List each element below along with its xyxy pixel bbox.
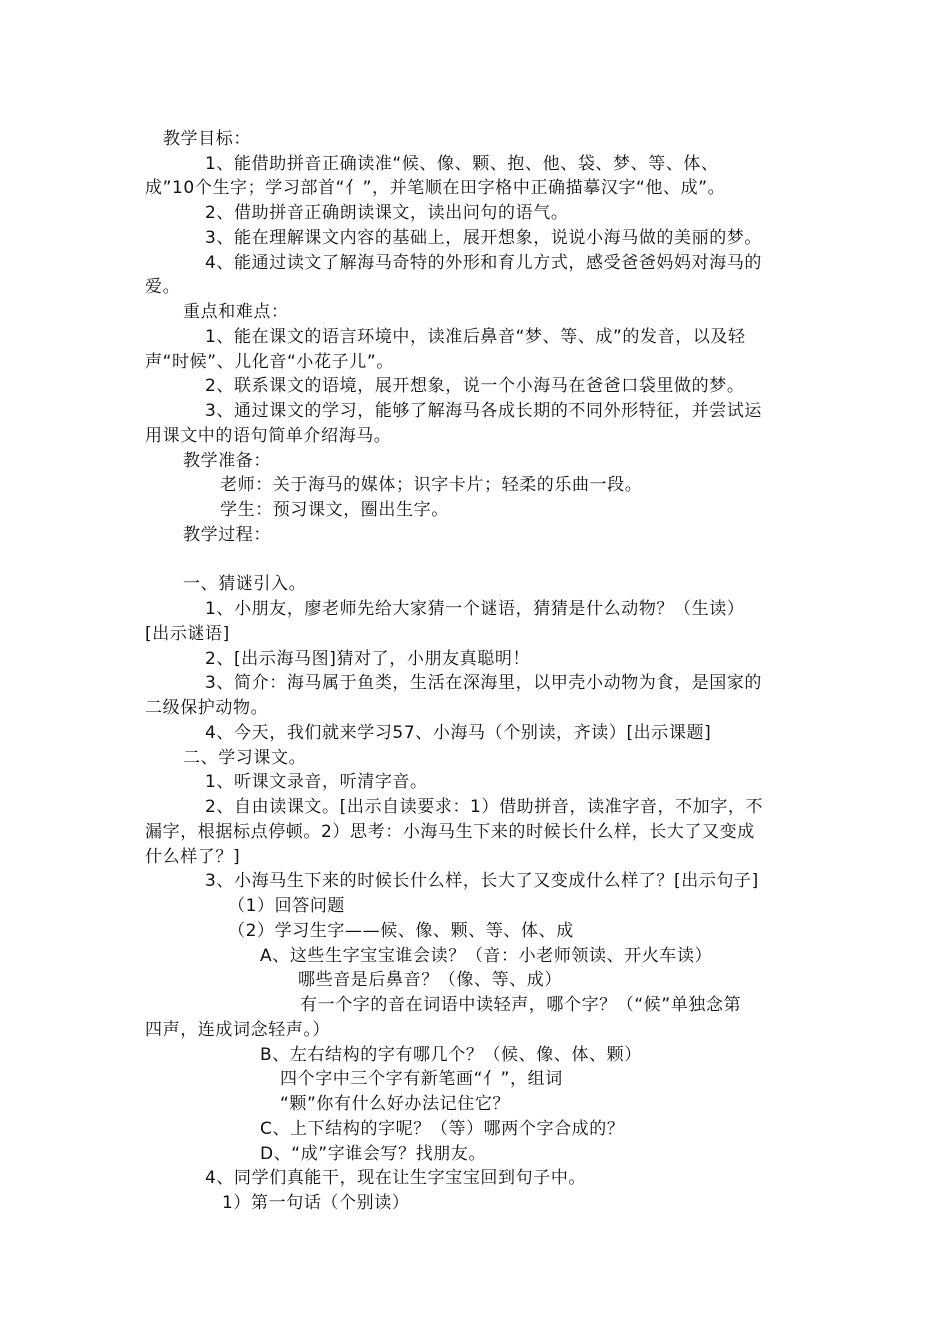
s2-item-3-sub-2: （2）学习生字——候、像、颗、等、体、成: [228, 921, 574, 941]
section-2-title: 二、学习课文。: [183, 748, 307, 768]
s1-item-3-line-1: 3、简介：海马属于鱼类，生活在深海里，以甲壳小动物为食，是国家的: [205, 673, 763, 693]
s1-item-1-line-2: [出示谜语]: [145, 624, 230, 644]
heading-preparation: 教学准备：: [183, 451, 271, 471]
heading-key-points: 重点和难点：: [183, 302, 289, 322]
s1-item-3-line-2: 二级保护动物。: [145, 698, 269, 718]
goal-2: 2、借助拼音正确朗读课文，读出问句的语气。: [205, 203, 569, 223]
goal-1-line-1: 1、能借助拼音正确读准“候、像、颗、抱、他、袋、梦、等、体、: [205, 154, 719, 174]
sub-b-remember: “颗”你有什么好办法记住它？: [280, 1094, 511, 1114]
section-1-title: 一、猜谜引入。: [183, 574, 307, 594]
heading-teaching-goals: 教学目标：: [163, 129, 251, 149]
sub-a-nasal: 哪些音是后鼻音？（像、等、成）: [298, 970, 562, 990]
s2-item-2-line-1: 2、自由读课文。[出示自读要求：1）借助拼音，读准字音，不加字，不: [205, 797, 764, 817]
s2-item-2-line-3: 什么样了？]: [145, 847, 241, 867]
s1-item-4: 4、今天，我们就来学习57、小海马（个别读，齐读）[出示课题]: [205, 723, 712, 743]
key-point-1-line-1: 1、能在课文的语言环境中，读准后鼻音“梦、等、成”的发音，以及轻: [205, 327, 746, 347]
goal-4-line-1: 4、能通过读文了解海马奇特的外形和育儿方式，感受爸爸妈妈对海马的: [205, 253, 763, 273]
goal-4-line-2: 爱。: [145, 277, 181, 297]
sub-c: C、上下结构的字呢？（等）哪两个字合成的？: [260, 1119, 625, 1139]
preparation-teacher: 老师：关于海马的媒体；识字卡片；轻柔的乐曲一段。: [220, 475, 643, 495]
s2-item-4-sub-1: 1）第一句话（个别读）: [222, 1193, 410, 1213]
sub-a: A、这些生字宝宝谁会读？（音：小老师领读、开火车读）: [260, 946, 713, 966]
sub-b: B、左右结构的字有哪几个？（候、像、体、颗）: [260, 1045, 642, 1065]
sub-b-stroke: 四个字中三个字有新笔画“亻”，组词: [280, 1069, 563, 1089]
s1-item-1-line-1: 1、小朋友，廖老师先给大家猜一个谜语，猜猜是什么动物？（生读）: [205, 599, 745, 619]
sub-a-neutral-tone-line-1: 有一个字的音在词语中读轻声，哪个字？（“候”单独念第: [300, 995, 742, 1015]
s1-item-2: 2、[出示海马图]猜对了，小朋友真聪明！: [205, 649, 531, 669]
s2-item-3: 3、小海马生下来的时候长什么样，长大了又变成什么样了？[出示句子]: [205, 871, 759, 891]
goal-1-line-2: 成”10个生字；学习部首“亻”，并笔顺在田字格中正确描摹汉字“他、成”。: [145, 178, 726, 198]
key-point-3-line-2: 用课文中的语句简单介绍海马。: [145, 426, 392, 446]
s2-item-2-line-2: 漏字，根据标点停顿。2）思考：小海马生下来的时候长什么样，长大了又变成: [145, 822, 755, 842]
s2-item-1: 1、听课文录音，听清字音。: [205, 772, 428, 792]
sub-a-neutral-tone-line-2: 四声，连成词念轻声。）: [145, 1020, 331, 1040]
key-point-1-line-2: 声“时候”、儿化音“小花子儿”。: [145, 352, 394, 372]
goal-3: 3、能在理解课文内容的基础上，展开想象，说说小海马做的美丽的梦。: [205, 228, 763, 248]
key-point-3-line-1: 3、通过课文的学习，能够了解海马各成长期的不同外形特征，并尝试运: [205, 401, 763, 421]
s2-item-4: 4、同学们真能干，现在让生字宝宝回到句子中。: [205, 1168, 587, 1188]
sub-d: D、“成”字谁会写？找朋友。: [260, 1144, 487, 1164]
heading-process: 教学过程：: [183, 525, 271, 545]
preparation-student: 学生：预习课文，圈出生字。: [220, 500, 449, 520]
s2-item-3-sub-1: （1）回答问题: [228, 896, 346, 916]
key-point-2: 2、联系课文的语境，展开想象，说一个小海马在爸爸口袋里做的梦。: [205, 376, 745, 396]
